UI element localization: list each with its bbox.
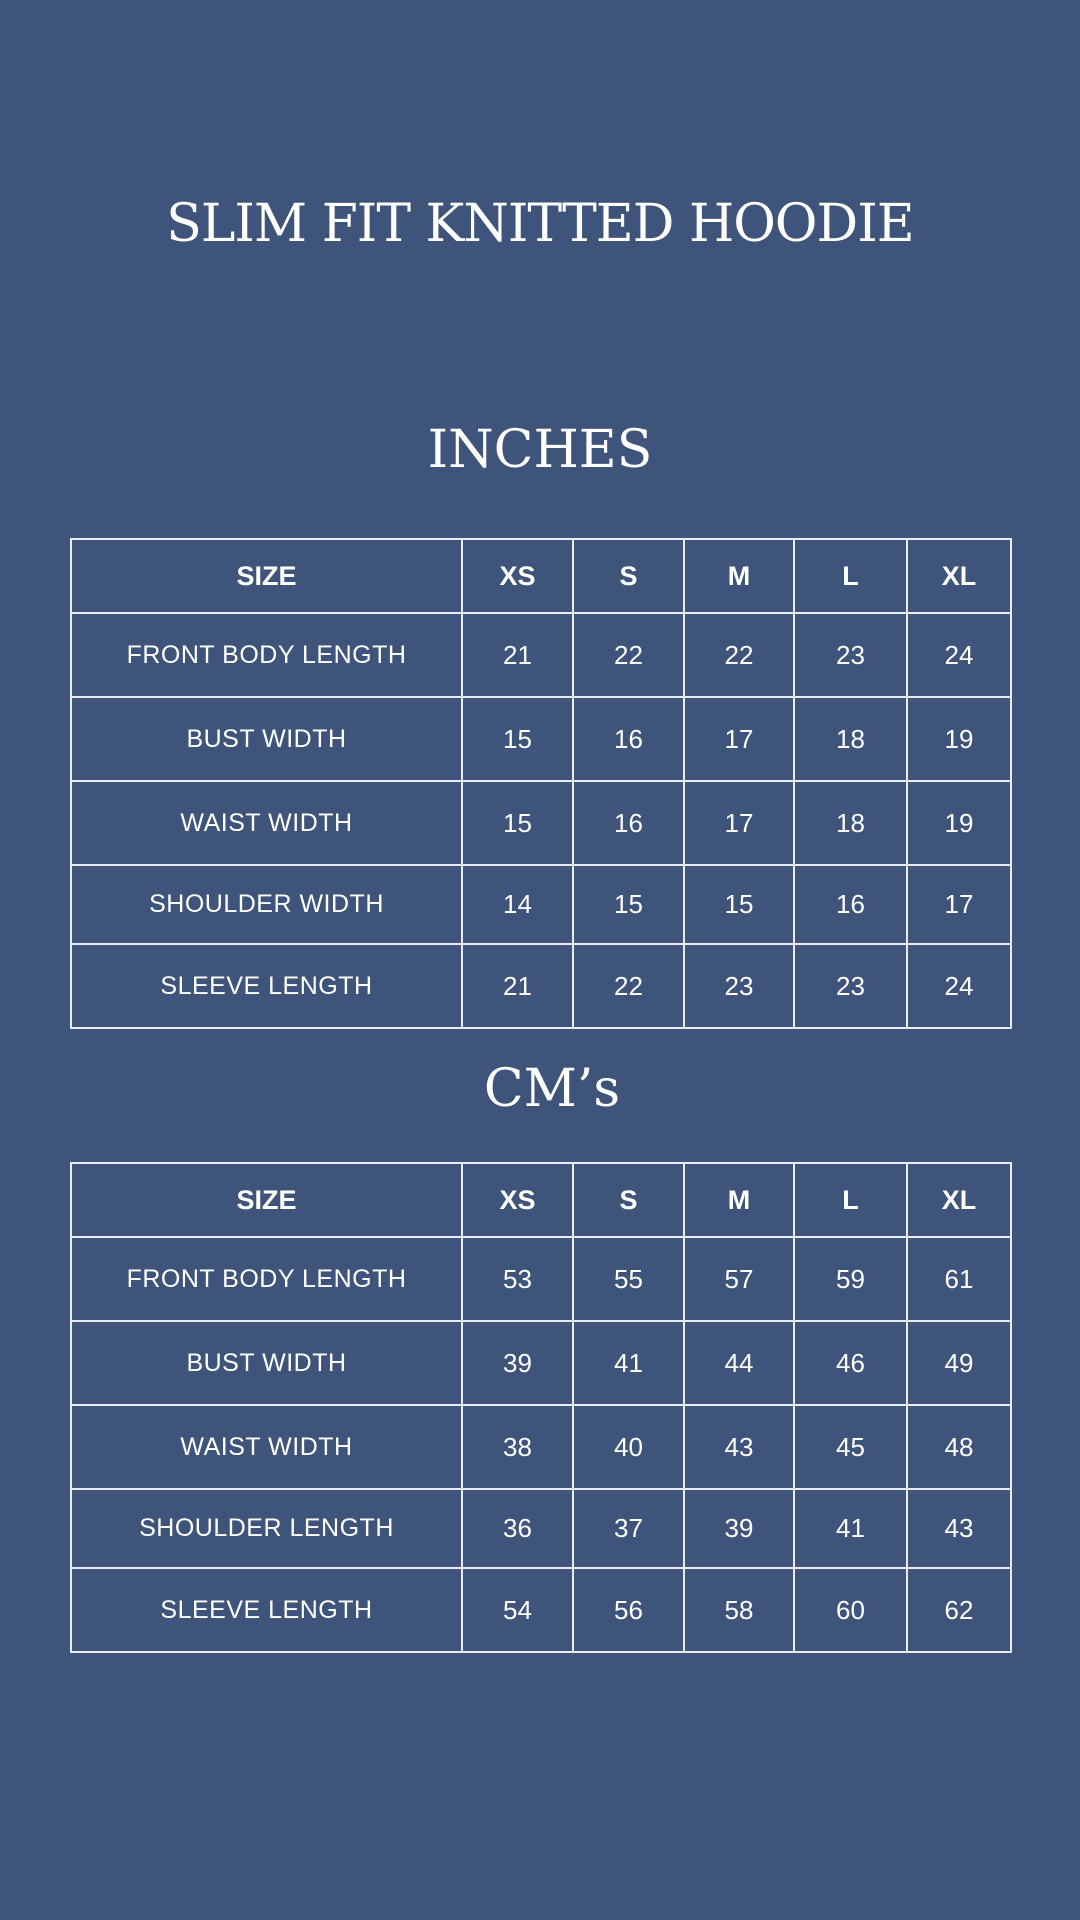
cell-value: 57: [684, 1237, 794, 1321]
cell-value: 39: [462, 1321, 573, 1405]
cell-value: 18: [794, 781, 907, 865]
table-row: [71, 1405, 1011, 1489]
cell-value: 45: [794, 1405, 907, 1489]
cell-value: 14: [462, 865, 573, 944]
row-label: SHOULDER LENGTH: [71, 1489, 462, 1568]
table-row: [71, 1568, 1011, 1652]
column-header-xl: XL: [907, 1163, 1011, 1237]
cell-value: 60: [794, 1568, 907, 1652]
column-header-l: L: [794, 1163, 907, 1237]
cell-value: 21: [462, 944, 573, 1028]
column-header-xs: XS: [462, 1163, 573, 1237]
row-label: BUST WIDTH: [71, 1321, 462, 1405]
cell-value: 23: [794, 944, 907, 1028]
column-header-size: SIZE: [71, 539, 462, 613]
inches-size-table: [70, 538, 1012, 1029]
cell-value: 16: [794, 865, 907, 944]
table-row: [71, 944, 1011, 1028]
cell-value: 36: [462, 1489, 573, 1568]
cell-value: 17: [684, 781, 794, 865]
cell-value: 23: [794, 613, 907, 697]
cell-value: 41: [573, 1321, 684, 1405]
column-header-size: SIZE: [71, 1163, 462, 1237]
row-label: FRONT BODY LENGTH: [71, 613, 462, 697]
row-label: SLEEVE LENGTH: [71, 944, 462, 1028]
cell-value: 19: [907, 697, 1011, 781]
table-header-row: [71, 539, 1011, 613]
cell-value: 24: [907, 944, 1011, 1028]
cell-value: 21: [462, 613, 573, 697]
cell-value: 38: [462, 1405, 573, 1489]
row-label: FRONT BODY LENGTH: [71, 1237, 462, 1321]
cell-value: 56: [573, 1568, 684, 1652]
cell-value: 16: [573, 697, 684, 781]
cell-value: 22: [684, 613, 794, 697]
column-header-m: M: [684, 1163, 794, 1237]
cell-value: 17: [907, 865, 1011, 944]
row-label: SLEEVE LENGTH: [71, 1568, 462, 1652]
cell-value: 22: [573, 944, 684, 1028]
cell-value: 15: [462, 781, 573, 865]
cell-value: 15: [573, 865, 684, 944]
cell-value: 54: [462, 1568, 573, 1652]
cell-value: 16: [573, 781, 684, 865]
column-header-s: S: [573, 1163, 684, 1237]
row-label: WAIST WIDTH: [71, 781, 462, 865]
column-header-m: M: [684, 539, 794, 613]
row-label: SHOULDER WIDTH: [71, 865, 462, 944]
cell-value: 61: [907, 1237, 1011, 1321]
cell-value: 58: [684, 1568, 794, 1652]
cell-value: 41: [794, 1489, 907, 1568]
row-label: WAIST WIDTH: [71, 1405, 462, 1489]
cell-value: 19: [907, 781, 1011, 865]
row-label: BUST WIDTH: [71, 697, 462, 781]
cell-value: 40: [573, 1405, 684, 1489]
table-row: [71, 781, 1011, 865]
cell-value: 46: [794, 1321, 907, 1405]
table-row: [71, 613, 1011, 697]
cell-value: 44: [684, 1321, 794, 1405]
table-row: [71, 865, 1011, 944]
inches-heading: INCHES: [427, 420, 653, 480]
cell-value: 53: [462, 1237, 573, 1321]
cell-value: 48: [907, 1405, 1011, 1489]
cms-heading: CM’s: [483, 1059, 621, 1119]
cell-value: 18: [794, 697, 907, 781]
table-row: [71, 1321, 1011, 1405]
cell-value: 55: [573, 1237, 684, 1321]
column-header-l: L: [794, 539, 907, 613]
cell-value: 39: [684, 1489, 794, 1568]
cell-value: 24: [907, 613, 1011, 697]
cell-value: 43: [684, 1405, 794, 1489]
cell-value: 37: [573, 1489, 684, 1568]
cell-value: 23: [684, 944, 794, 1028]
cell-value: 43: [907, 1489, 1011, 1568]
cell-value: 15: [462, 697, 573, 781]
cell-value: 17: [684, 697, 794, 781]
page-title: SLIM FIT KNITTED HOODIE: [166, 194, 914, 254]
table-row: [71, 697, 1011, 781]
cms-size-table: [70, 1162, 1012, 1653]
cell-value: 22: [573, 613, 684, 697]
table-row: [71, 1237, 1011, 1321]
table-row: [71, 1489, 1011, 1568]
column-header-xs: XS: [462, 539, 573, 613]
column-header-xl: XL: [907, 539, 1011, 613]
cell-value: 49: [907, 1321, 1011, 1405]
column-header-s: S: [573, 539, 684, 613]
table-header-row: [71, 1163, 1011, 1237]
cell-value: 15: [684, 865, 794, 944]
cell-value: 62: [907, 1568, 1011, 1652]
cell-value: 59: [794, 1237, 907, 1321]
